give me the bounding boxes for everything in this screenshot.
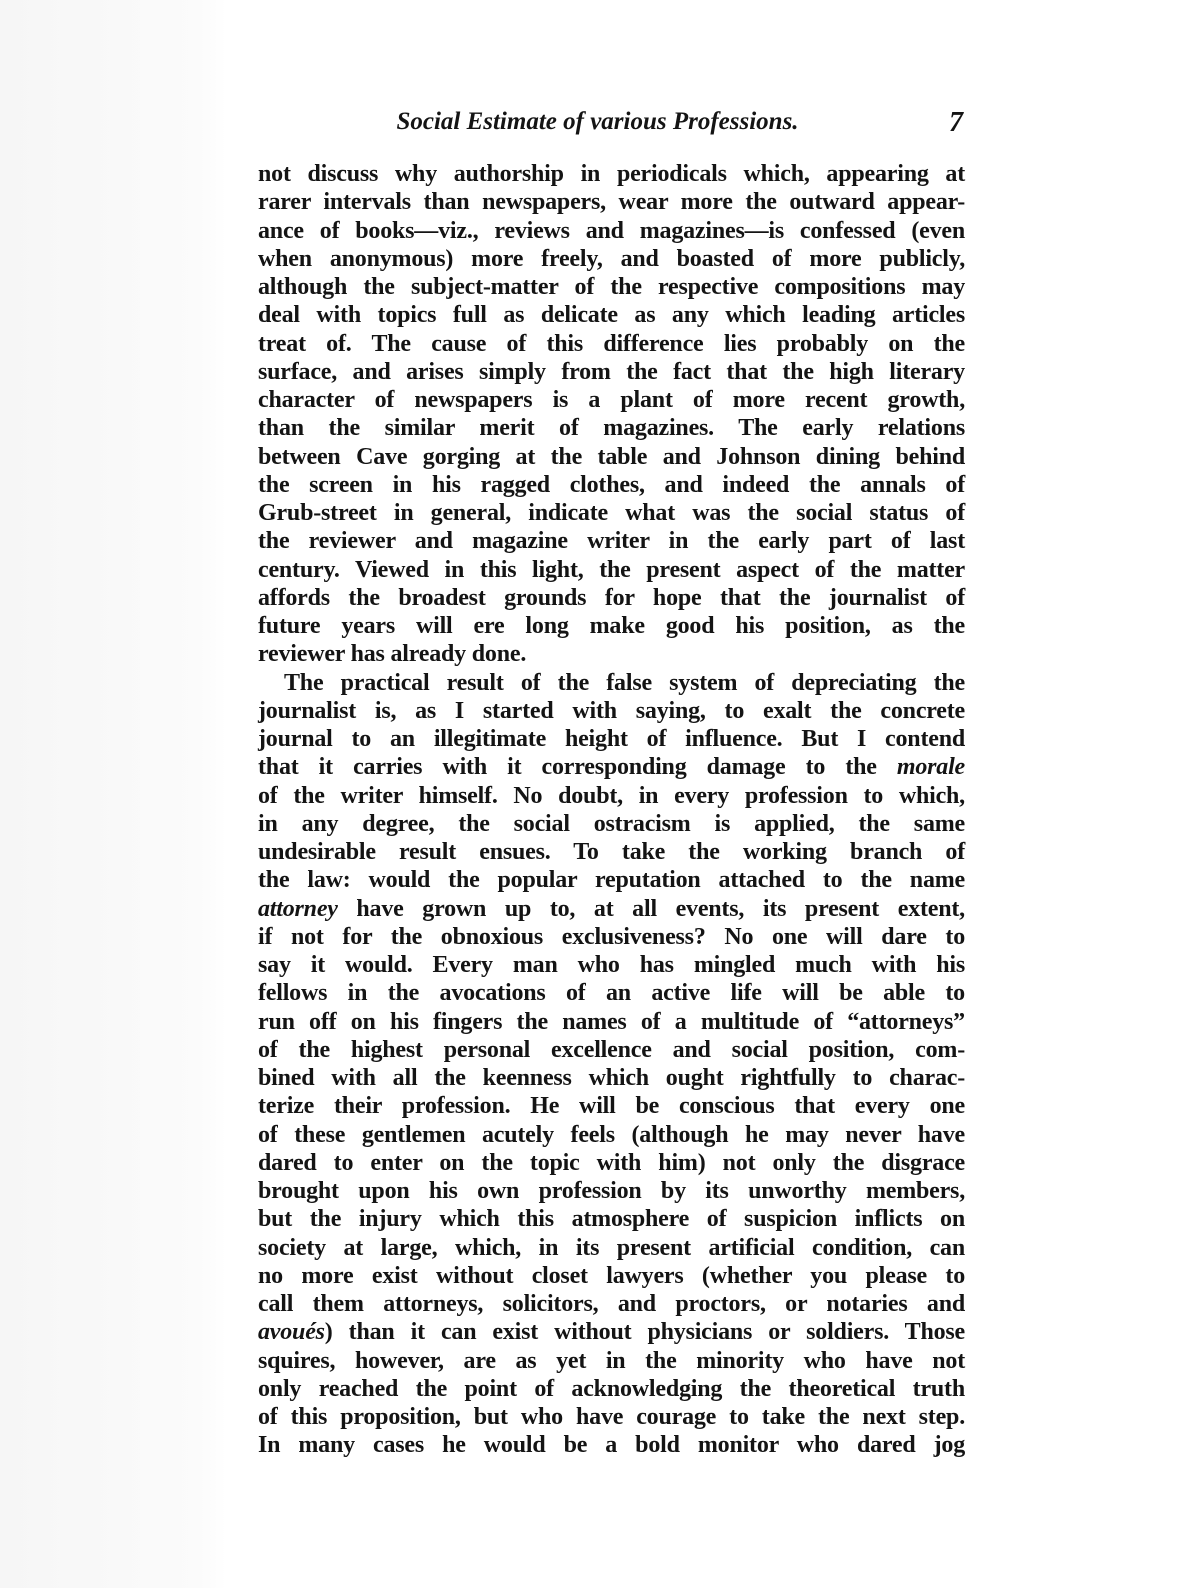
text-line: the law: would the popular reputation attached to the name xyxy=(258,867,965,894)
body-text xyxy=(258,160,965,1460)
text-line: surface, and arises simply from the fact that the high literary xyxy=(258,358,965,385)
text-line: of these gentlemen acutely feels (although he may never have xyxy=(258,1121,965,1148)
text-line: character of newspapers is a plant of more recent growth, xyxy=(258,387,965,413)
text-line: but the injury which this atmosphere of suspicion inflicts on xyxy=(258,1206,965,1233)
text-line: not discuss why authorship in periodicals which, appearing at xyxy=(258,161,965,187)
text-line: fellows in the avocations of an active life will be able to xyxy=(258,980,965,1007)
page-gutter xyxy=(0,0,226,1588)
text-line: that it carries with it corresponding damage to the morale xyxy=(258,754,965,781)
text-line: say it would. Every man who has mingled much with his xyxy=(258,952,965,978)
text-line: of the writer himself. No doubt, in every profession to which, xyxy=(258,782,965,809)
text-line: future years will ere long make good his position, as the xyxy=(258,613,965,639)
text-line: journalist is, as I started with saying, to exalt the concrete xyxy=(258,697,965,724)
paragraph-end-line: reviewer has already done. xyxy=(258,641,527,668)
text-line: rarer intervals than newspapers, wear more the outward appear- xyxy=(258,189,965,216)
text-line: bined with all the keenness which ought rightfully to charac- xyxy=(258,1065,965,1091)
text-line: society at large, which, in its present artificial condition, can xyxy=(258,1234,965,1261)
text-line: affords the broadest grounds for hope that the journalist of xyxy=(258,584,965,611)
text-line: deal with topics full as delicate as any which leading articles xyxy=(258,302,965,329)
text-line: treat of. The cause of this difference lies probably on the xyxy=(258,330,965,357)
text-line: run off on his fingers the names of a multitude of “attorneys” xyxy=(258,1008,965,1035)
text-line: than the similar merit of magazines. The early relations xyxy=(258,415,965,442)
text-line: no more exist without closet lawyers (whether you please to xyxy=(258,1262,965,1289)
text-line: when anonymous) more freely, and boasted of more publicly, xyxy=(258,245,965,272)
text-line: although the subject-matter of the respective compositions may xyxy=(258,274,965,300)
text-line: dared to enter on the topic with him) not only the disgrace xyxy=(258,1149,965,1176)
text-line: of the highest personal excellence and social position, com- xyxy=(258,1036,965,1063)
text-line: squires, however, are as yet in the minority who have not xyxy=(258,1347,965,1374)
text-line: terize their profession. He will be conscious that every one xyxy=(258,1093,965,1120)
text-line: if not for the obnoxious exclusiveness? No one will dare to xyxy=(258,923,965,950)
text-line: ance of books—viz., reviews and magazines—is confessed (even xyxy=(258,217,965,244)
text-line: only reached the point of acknowledging the theoretical truth xyxy=(258,1375,965,1402)
running-title: Social Estimate of various Professions. xyxy=(396,108,799,135)
text-line: between Cave gorging at the table and Johnson dining behind xyxy=(258,443,965,470)
text-line: century. Viewed in this light, the present aspect of the matter xyxy=(258,556,965,583)
page-number: 7 xyxy=(949,107,963,138)
text-line: the screen in his ragged clothes, and indeed the annals of xyxy=(258,471,965,498)
text-line: in any degree, the social ostracism is applied, the same xyxy=(258,810,965,837)
text-line: the reviewer and magazine writer in the early part of last xyxy=(258,528,965,555)
text-line: journal to an illegitimate height of influence. But I contend xyxy=(258,726,965,752)
text-line: of this proposition, but who have courage to take the next step. xyxy=(258,1404,965,1430)
text-line: brought upon his own profession by its unworthy members, xyxy=(258,1178,965,1204)
italic-term: avoués xyxy=(258,1319,325,1346)
text-line: call them attorneys, solicitors, and proctors, or notaries and xyxy=(258,1291,965,1317)
text-line: Grub-street in general, indicate what was the social status of xyxy=(258,500,965,526)
paragraph-start-line: The practical result of the false system of depreciating the xyxy=(284,669,965,696)
running-head xyxy=(260,104,965,140)
text-line: undesirable result ensues. To take the working branch of xyxy=(258,839,965,865)
italic-term: morale xyxy=(896,754,965,781)
text-line: In many cases he would be a bold monitor who dared jog xyxy=(258,1432,965,1459)
text-line: avoués) than it can exist without physicians or soldiers. Those xyxy=(258,1319,965,1346)
text-line: attorney have grown up to, at all events, its present extent, xyxy=(258,895,965,922)
italic-term: attorney xyxy=(258,895,338,922)
